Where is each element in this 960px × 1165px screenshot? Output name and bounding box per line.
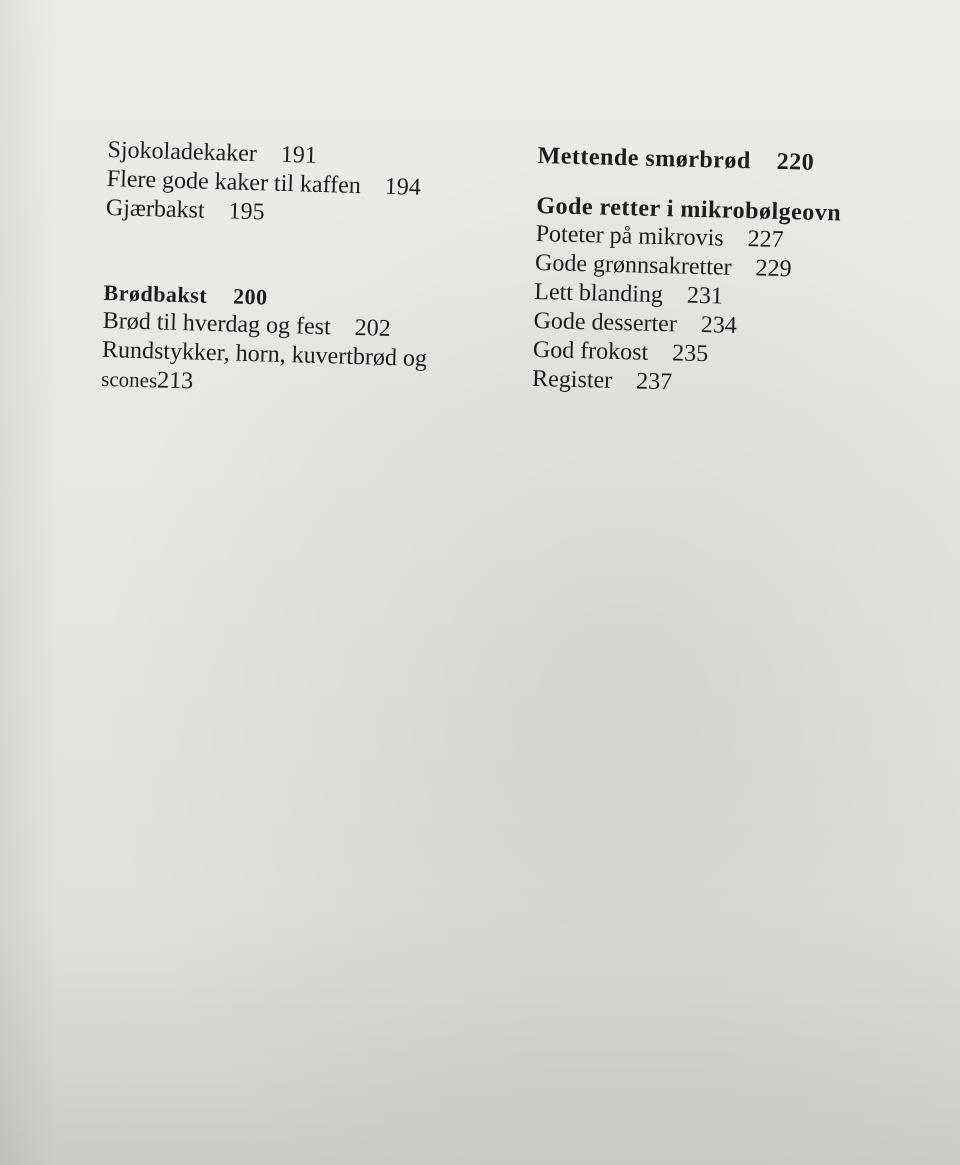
toc-entry-page: 231 [686,282,724,310]
toc-entry-page: 229 [755,255,792,283]
toc-entry-page: 213 [156,367,194,395]
toc-entry-page: 234 [700,312,738,339]
section-title: Mettende smørbrød [537,142,752,175]
toc-entry-title: Gode grønnsakretter [534,249,732,281]
toc-entry-page: 202 [354,314,392,342]
toc-right-column [532,142,958,404]
toc-left-column [101,136,498,405]
toc-entry-page: 191 [280,141,318,169]
toc-entry-title-continued: scones [100,366,158,393]
toc-entry-page: 194 [384,173,422,201]
toc-entry-title: Poteter på mikrovis [535,220,724,252]
toc-entry-page: 195 [228,198,265,226]
toc-entry-title: Rundstykker, horn, kuvertbrød og [101,336,428,372]
section-page: 200 [232,283,268,310]
toc-entry-title: Lett blanding [534,278,664,309]
toc-entry-title: Register [531,365,613,394]
section-title: Brødbakst [103,279,208,308]
section-title: Gode retter i mikrobølgeovn [536,192,842,227]
toc-entry-title: Flere gode kaker til kaffen [106,165,362,200]
page-shadow-bottom [0,905,960,1165]
toc-entry-title: Brød til hverdag og fest [102,307,332,341]
section-page: 220 [776,148,815,176]
toc-entry-page: 227 [747,226,784,254]
toc-entry-page: 237 [635,368,673,396]
toc-entry-page: 235 [671,340,709,368]
toc-entry-title: God frokost [532,336,649,366]
toc-entry-title: Gjærbakst [105,194,205,224]
toc-entry-title: Sjokoladekaker [107,136,258,168]
toc-entry-title: Gode desserter [533,307,678,338]
